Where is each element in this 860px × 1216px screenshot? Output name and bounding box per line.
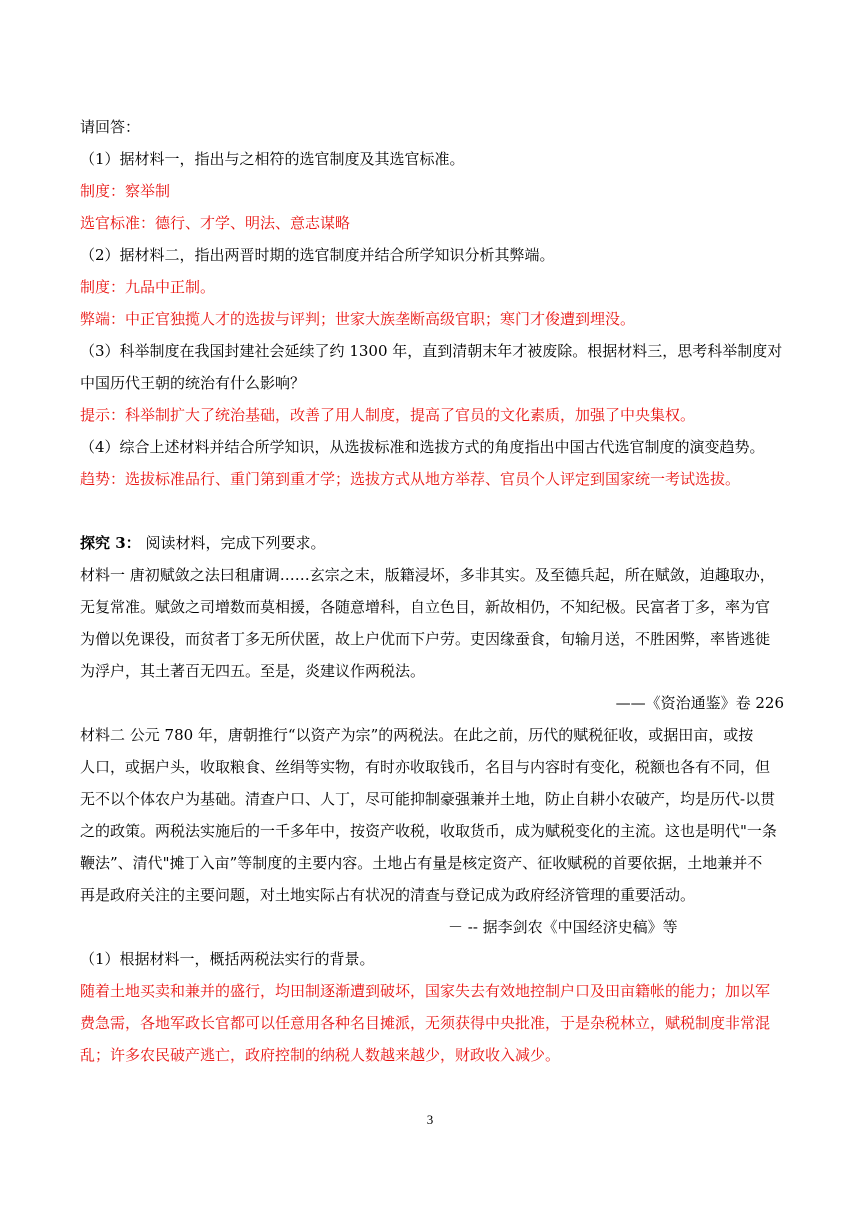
- section-3-header: [80, 527, 784, 559]
- material-1-line-1: 材料一 唐初赋敛之法曰租庸调……玄宗之末，版籍浸坏，多非其实。及至德兵起，所在赋敛，迫趣取办，: [80, 566, 775, 584]
- document-page: [80, 111, 784, 1071]
- material-2-line-4: 之的政策。两税法实施后的一千多年中，按资产收税，收取货币，成为赋税变化的主流。这也是明代"一条: [80, 822, 777, 840]
- answer-2-system: 制度：九品中正制。: [80, 278, 216, 296]
- material-1-line-3: 为僧以免课役，而贫者丁多无所伏匿，故上户优而下户劳。吏因缘蚕食，旬输月送，不胜困弊，率皆逃徙: [80, 630, 771, 648]
- answer-1-system: 制度：察举制: [80, 182, 171, 200]
- material-2-line-2: 人口，或据户头，收取粮食、丝绢等实物，有时亦收取钱币，名目与内容时有变化，税额也各有不同，但: [80, 758, 771, 776]
- material-2-source: － -- 据李剑农《中国经济史稿》等: [448, 918, 678, 936]
- sub-answer-1-line-1: 随着土地买卖和兼并的盛行，均田制逐渐遭到破坏，国家失去有效地控制户口及田亩籍帐的能力；加以军: [80, 982, 771, 1000]
- material-2-line-6: 再是政府关注的主要问题，对土地实际占有状况的清查与登记成为政府经济管理的重要活动。: [80, 886, 696, 904]
- material-2-line-1: 材料二 公元 780 年，唐朝推行“以资产为宗”的两税法。在此之前，历代的赋税征收，或据田亩，或按: [80, 726, 754, 744]
- material-1-line-2: 无复常准。赋敛之司增数而莫相援，各随意增科，自立色目，新故相仍，不知纪极。民富者丁多，率为官: [80, 598, 771, 616]
- page-number: 3: [426, 1112, 434, 1127]
- question-1: （1）据材料一，指出与之相符的选官制度及其选官标准。: [80, 150, 465, 168]
- sub-answer-1-line-3: 乱；许多农民破产逃亡，政府控制的纳税人数越来越少，财政收入减少。: [80, 1046, 561, 1064]
- answer-2-drawback: 弊端：中正官独揽人才的选拔与评判；世家大族垄断高级官职；寒门才俊遭到埋没。: [80, 310, 636, 328]
- answer-3: 提示：科举制扩大了统治基础，改善了用人制度，提高了官员的文化素质，加强了中央集权。: [80, 406, 696, 424]
- material-1-line-4: 为浮户，其土著百无四五。至是，炎建议作两税法。: [80, 662, 426, 680]
- material-2-line-5: 鞭法”、清代"摊丁入亩”等制度的主要内容。土地占有量是核定资产、征收赋税的首要依据，土地兼并不: [80, 854, 763, 872]
- material-1-source: ——《资治通鉴》卷 226: [615, 694, 784, 712]
- answer-4: 趋势：选拔标准品行、重门第到重才学；选拔方式从地方举荐、官员个人评定到国家统一考试选拔。: [80, 470, 741, 488]
- question-3-line-2: 中国历代王朝的统治有什么影响？: [80, 374, 306, 392]
- intro-text: 请回答：: [80, 118, 141, 136]
- sub-question-1: （1）根据材料一，概括两税法实行的背景。: [80, 950, 375, 968]
- sub-answer-1-line-2: 费急需，各地军政长官都可以任意用各种名目摊派，无须获得中央批准，于是杂税林立，赋税制度非常混: [80, 1014, 771, 1032]
- question-3-line-1: （3）科举制度在我国封建社会延续了约 1300 年，直到清朝末年才被废除。根据材料三，思考科举制度对: [80, 342, 783, 360]
- question-2: （2）据材料二，指出两晋时期的选官制度并结合所学知识分析其弊端。: [80, 246, 555, 264]
- section-3-heading: 探究 3：: [80, 534, 141, 552]
- question-4: （4）综合上述材料并结合所学知识，从选拔标准和选拔方式的角度指出中国古代选官制度的演变趋势。: [80, 438, 765, 456]
- section-spacer: [80, 495, 784, 527]
- material-2-line-3: 无不以个体农户为基础。清查户口、人丁，尽可能抑制豪强兼并土地，防止自耕小农破产，均是历代-以贯: [80, 790, 776, 808]
- section-3-instruction: 阅读材料，完成下列要求。: [140, 534, 326, 552]
- answer-1-standard: 选官标准：德行、才学、明法、意志谋略: [80, 214, 351, 232]
